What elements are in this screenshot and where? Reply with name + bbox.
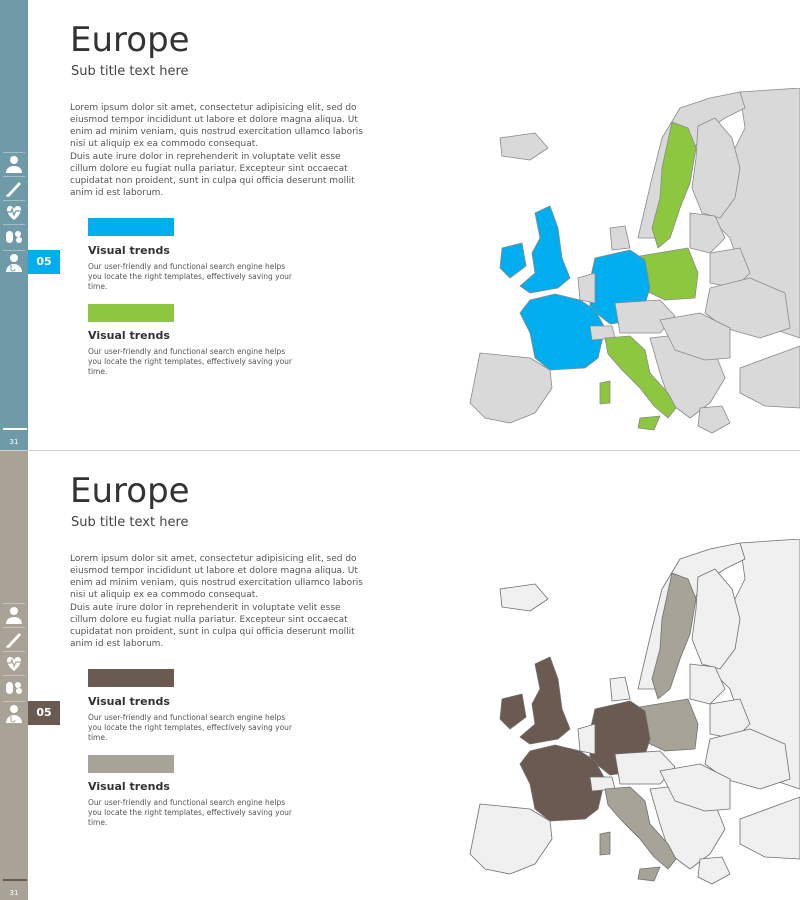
pills-icon[interactable]	[3, 224, 25, 246]
country-turkey	[740, 346, 800, 408]
page-number: 31	[9, 889, 19, 897]
country-ireland	[500, 694, 526, 729]
legend-swatch-1	[88, 669, 174, 687]
country-benelux	[578, 273, 595, 303]
body-paragraph: Lorem ipsum dolor sit amet, consectetur adipisicing elit, sed do eiusmod tempor incididunt ut labore et dolore magna aliqua. Ut enim ad minim veniam, quis nostrud exercitation ullamco laboris nisi ut aliquip ex ea commodo consequat.	[70, 554, 363, 600]
section-tab[interactable]: 05	[28, 701, 60, 725]
sidebar	[0, 451, 28, 900]
country-greece	[698, 406, 730, 433]
country-spain-portugal	[470, 353, 552, 423]
pen-icon[interactable]	[3, 176, 25, 198]
country-sardinia	[600, 832, 610, 855]
body-text	[70, 102, 370, 199]
user-icon[interactable]	[3, 152, 25, 174]
slide-2	[0, 450, 800, 900]
body-paragraph: Duis aute irure dolor in reprehenderit in voluptate velit esse cillum dolore eu fugiat nulla pariatur. Excepteur sint occaecat cupidatat non proident, sunt in culpa qui officia deserunt mollit anim id est laborum.	[70, 603, 355, 649]
legend-swatch-1	[88, 218, 174, 236]
body-paragraph: Duis aute irure dolor in reprehenderit in voluptate velit esse cillum dolore eu fugiat nulla pariatur. Excepteur sint occaecat cupidatat non proident, sunt in culpa qui officia deserunt mollit anim id est laborum.	[70, 152, 355, 198]
legend-desc-2: Our user-friendly and functional search engine helps you locate the right templates, effectively saving your time.	[88, 798, 293, 827]
sidebar	[0, 0, 28, 450]
page-number: 31	[9, 438, 19, 446]
page-indicator	[3, 428, 27, 430]
country-sicily	[638, 416, 660, 430]
legend-desc-2: Our user-friendly and functional search engine helps you locate the right templates, effectively saving your time.	[88, 347, 293, 376]
country-turkey	[740, 797, 800, 859]
heartbeat-icon[interactable]	[3, 651, 25, 673]
country-iceland	[500, 584, 548, 611]
country-sardinia	[600, 381, 610, 404]
page-subtitle: Sub title text here	[71, 515, 189, 530]
country-greece	[698, 857, 730, 884]
heartbeat-icon[interactable]	[3, 200, 25, 222]
legend-title-1: Visual trends	[88, 695, 170, 708]
country-denmark	[610, 677, 630, 701]
country-iceland	[500, 133, 548, 160]
doctor-icon[interactable]	[3, 250, 25, 272]
europe-map	[440, 539, 800, 891]
europe-map	[440, 88, 800, 440]
country-spain-portugal	[470, 804, 552, 874]
legend-desc-1: Our user-friendly and functional search engine helps you locate the right templates, effectively saving your time.	[88, 262, 293, 291]
country-uk	[520, 206, 570, 293]
country-benelux	[578, 724, 595, 754]
country-sicily	[638, 867, 660, 881]
page-subtitle: Sub title text here	[71, 64, 189, 79]
country-uk	[520, 657, 570, 744]
legend-swatch-2	[88, 304, 174, 322]
page-indicator	[3, 879, 27, 881]
body-paragraph: Lorem ipsum dolor sit amet, consectetur adipisicing elit, sed do eiusmod tempor incididunt ut labore et dolore magna aliqua. Ut enim ad minim veniam, quis nostrud exercitation ullamco laboris nisi ut aliquip ex ea commodo consequat.	[70, 103, 363, 149]
legend-desc-1: Our user-friendly and functional search engine helps you locate the right templates, effectively saving your time.	[88, 713, 293, 742]
legend-title-1: Visual trends	[88, 244, 170, 257]
user-icon[interactable]	[3, 603, 25, 625]
body-text	[70, 553, 370, 650]
legend-title-2: Visual trends	[88, 780, 170, 793]
country-denmark	[610, 226, 630, 250]
legend-swatch-2	[88, 755, 174, 773]
pen-icon[interactable]	[3, 627, 25, 649]
pills-icon[interactable]	[3, 675, 25, 697]
page-title: Europe	[70, 471, 190, 511]
doctor-icon[interactable]	[3, 701, 25, 723]
legend-title-2: Visual trends	[88, 329, 170, 342]
section-tab[interactable]: 05	[28, 250, 60, 274]
country-ireland	[500, 243, 526, 278]
page-title: Europe	[70, 20, 190, 60]
